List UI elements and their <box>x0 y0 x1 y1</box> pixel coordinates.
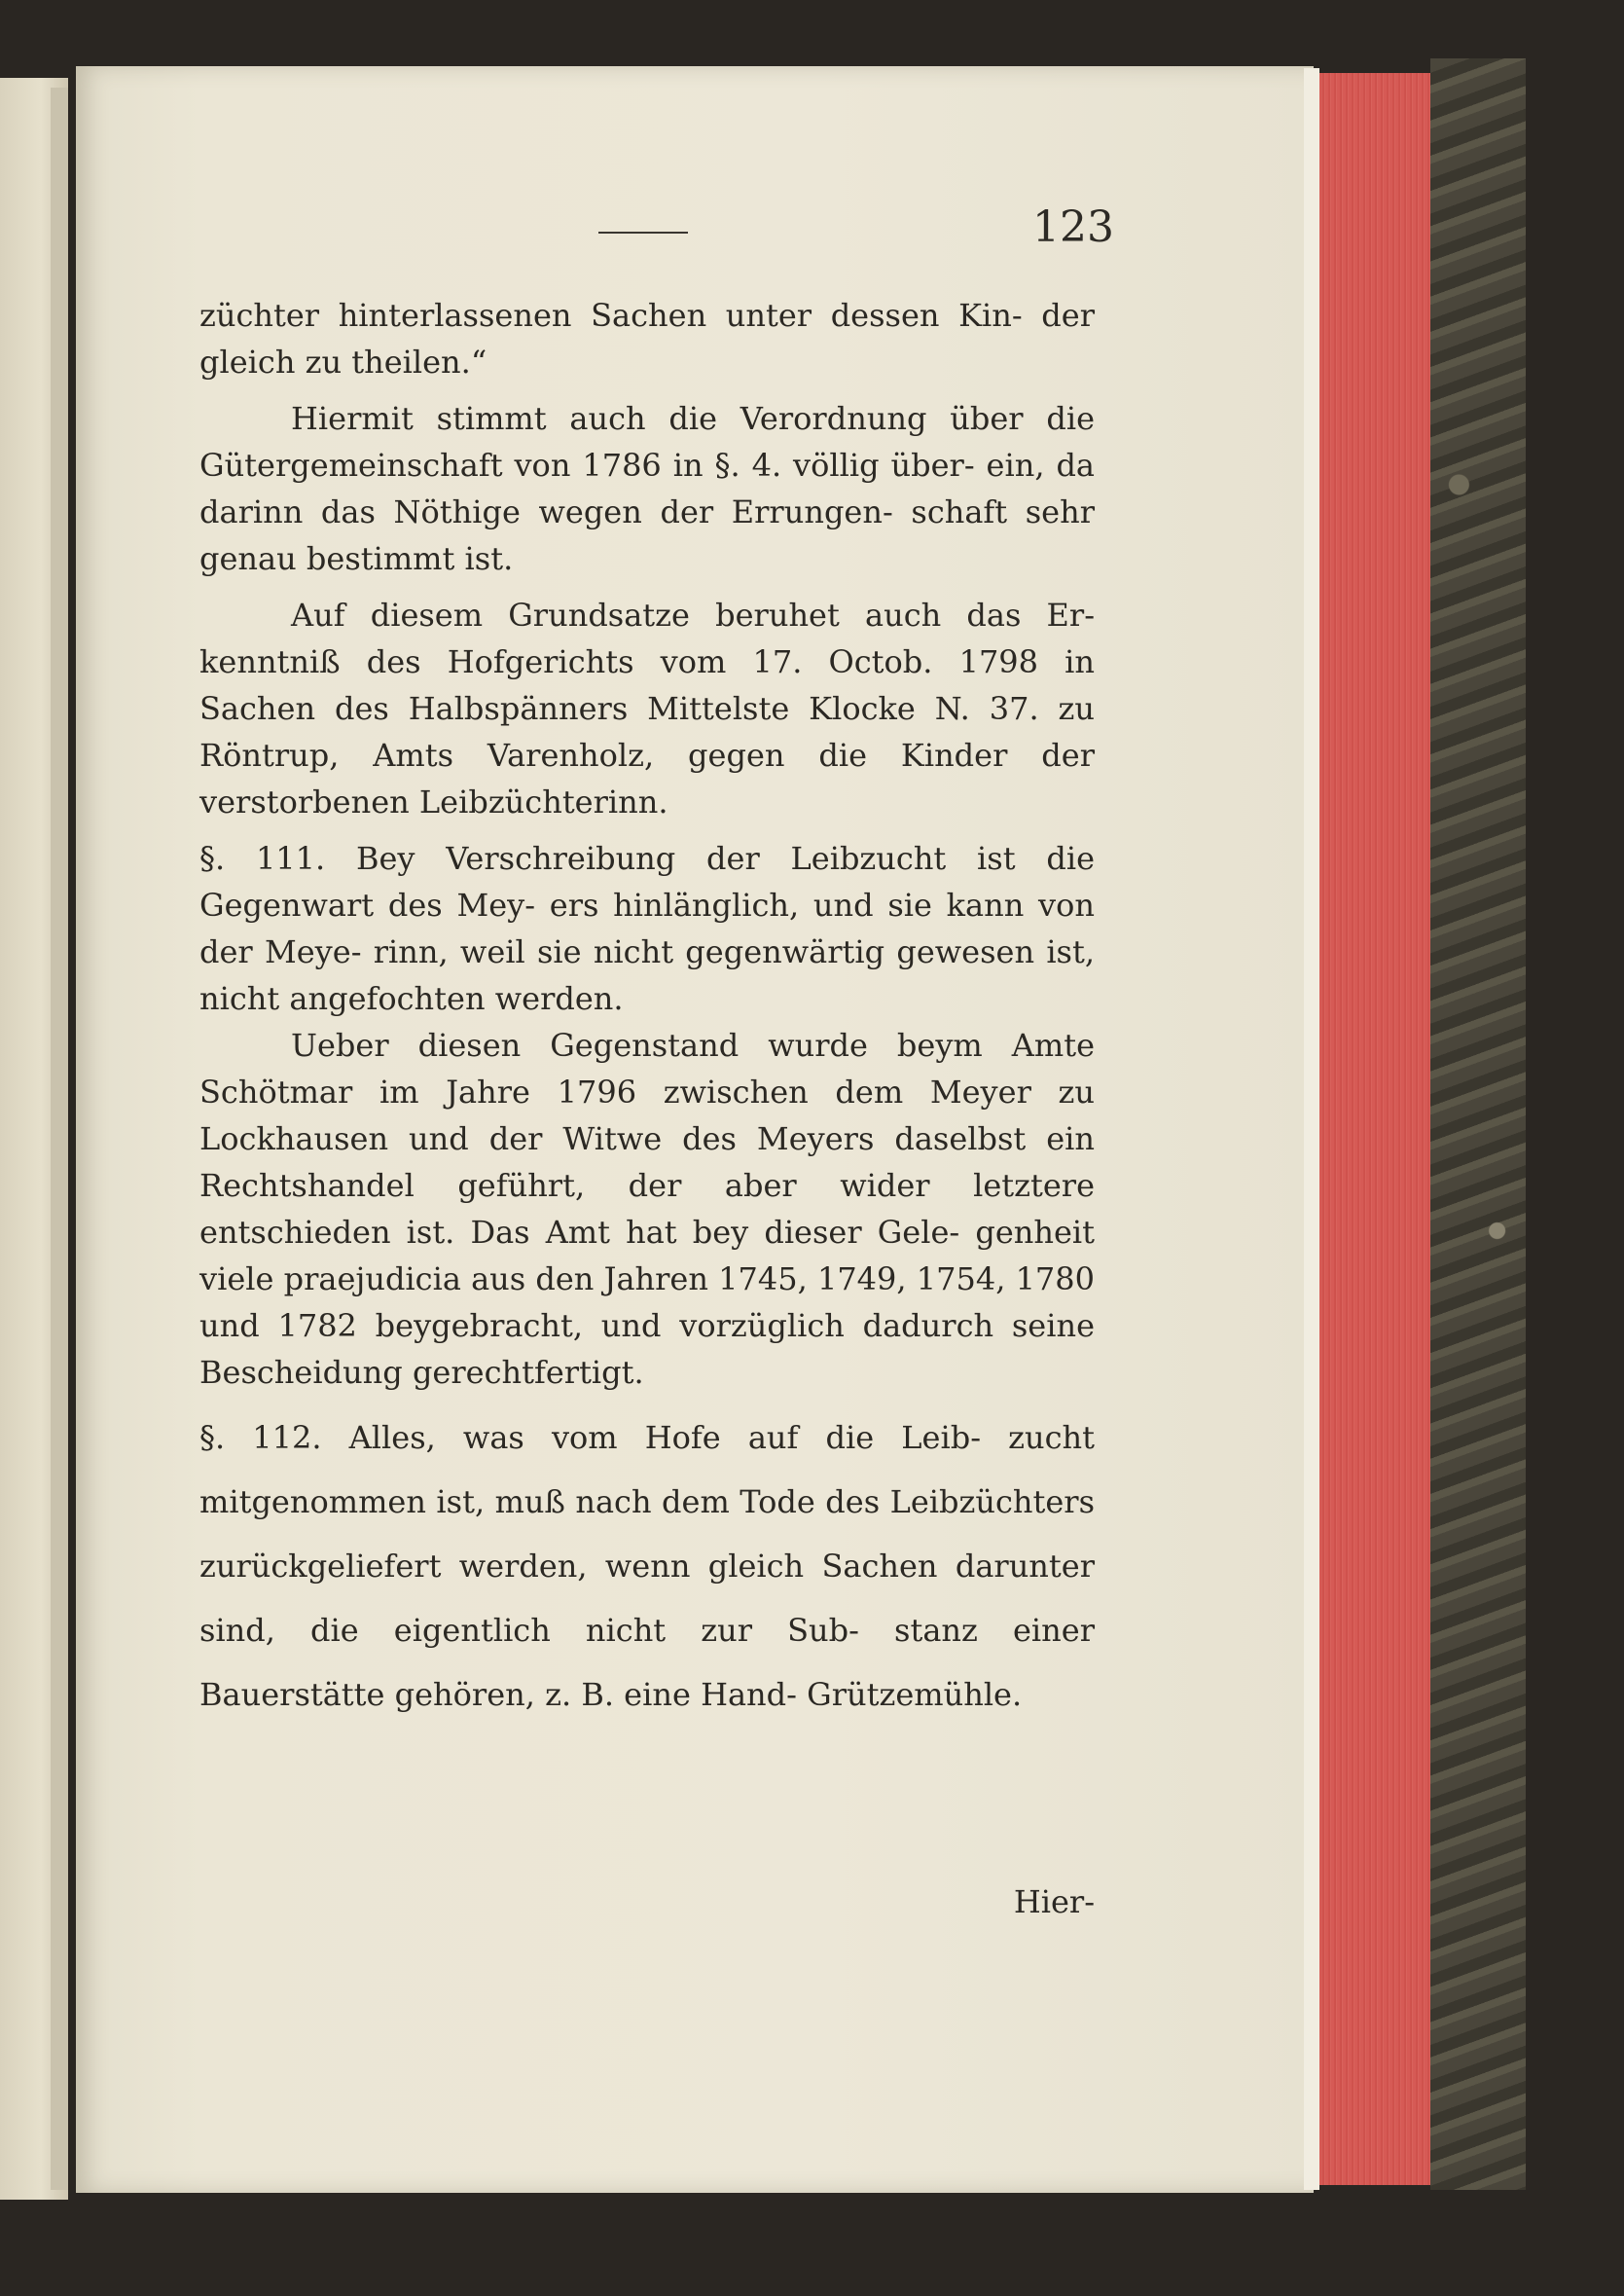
gutter-shadow <box>51 88 68 2190</box>
header-rule <box>598 232 688 234</box>
catchword: Hier- <box>1013 1883 1095 1920</box>
red-page-edges <box>1319 73 1440 2185</box>
paragraph-verordnung: Hiermit stimmt auch die Verordnung über die Gütergemeinschaft von 1786 in §. 4. völlig über- ein, da darinn das Nöthige wegen der Errungen- schaft sehr genau bestimmt ist. <box>199 400 1095 577</box>
paragraph-schoetmar: Ueber diesen Gegenstand wurde beym Amte Schötmar im Jahre 1796 zwischen dem Meyer zu Lockhausen und der Witwe des Meyers daselbst ein Rechtshandel geführt, der aber wider letztere entschieden ist. Das Amt hat bey dieser Gele- genheit viele praejudicia aus den Jahren 1745, 1749, 1754, 1780 und 1782 beygebracht, und vorzüglich dadurch seine Bescheidung gerechtfertigt. <box>199 1027 1095 1391</box>
marbled-cover <box>1430 58 1526 2190</box>
paragraph-hofgericht: Auf diesem Grundsatze beruhet auch das Er- kenntniß des Hofgerichts vom 17. Octob. 1798 in Sachen des Halbspänners Mittelste Klocke N. 37. zu Röntrup, Amts Varenholz, gegen die Kinder der verstorbenen Leibzüchterinn. <box>199 597 1095 820</box>
page-edge-white <box>1304 68 1319 2190</box>
section-112: §. 112. Alles, was vom Hofe auf die Leib- zucht mitgenommen ist, muß nach dem Tode des Leibzüchters zurückgeliefert werden, wenn gleich Sachen darunter sind, die eigentlich nicht zur Sub- stanz einer Bauerstätte gehören, z. B. eine Hand- Grützemühle. <box>199 1419 1095 1713</box>
body-text <box>199 292 1095 1727</box>
paragraph-continuation: züchter hinterlassenen Sachen unter dessen Kin- der gleich zu theilen.“ <box>199 297 1095 381</box>
section-111: §. 111. Bey Verschreibung der Leibzucht ist die Gegenwart des Mey- ers hinlänglich, und sie kann von der Meye- rinn, weil sie nicht gegenwärtig gewesen ist, nicht angefochten werden. <box>199 840 1095 1017</box>
page-number: 123 <box>1032 202 1114 252</box>
